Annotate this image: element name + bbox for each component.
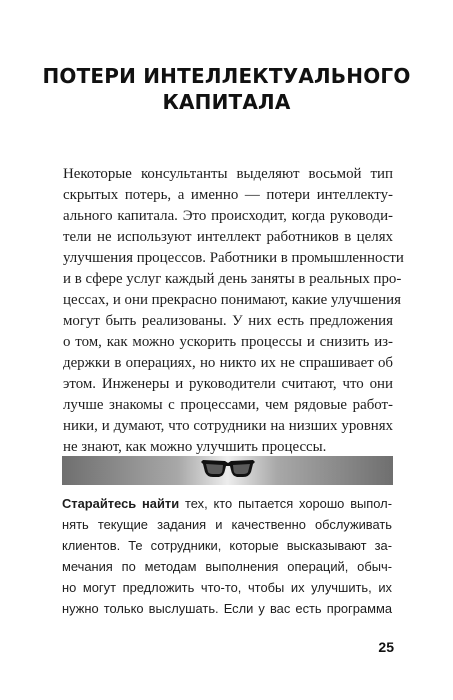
tip-line: мечания по методам выполнения операций, обыч- (62, 559, 392, 574)
tip-line: но могут предложить что-то, чтобы их улучшить, их (62, 580, 392, 595)
paragraph-line: могут быть реализованы. У них есть предложения (63, 313, 393, 329)
paragraph-line: этом. Инженеры и руководители считают, что они (63, 376, 393, 392)
title-line: ПОТЕРИ ИНТЕЛЛЕКТУАЛЬНОГО (42, 64, 411, 88)
paragraph-line: тели не используют интеллект работников в целях (63, 229, 393, 245)
paragraph-line: лучше знакомы с процессами, чем рядовые работ- (63, 397, 393, 413)
chapter-title (40, 63, 413, 115)
tip-paragraph (62, 493, 392, 619)
paragraph-line: не знают, как можно улучшить процессы. (63, 439, 327, 455)
tip-line: нять текущие задания и качественно обслуживать (62, 517, 392, 532)
paragraph-line: держки в операциях, но никто их не спрашивает об (63, 355, 393, 371)
tip-lead: Старайтесь найти (62, 496, 180, 511)
tip-banner (62, 456, 393, 485)
page-number: 25 (378, 639, 394, 655)
title-line: КАПИТАЛА (162, 90, 291, 114)
tip-line (62, 493, 392, 514)
body-paragraph (63, 164, 404, 458)
tip-first-line: тех, кто пытается хорошо выпол- (179, 496, 392, 511)
paragraph-line: о том, как можно ускорить процессы и снизить из- (63, 334, 393, 350)
tip-line: клиентов. Те сотрудники, которые высказывают за- (62, 538, 392, 553)
tip-line: нужно только выслушать. Если у вас есть программа (62, 601, 392, 616)
paragraph-line: Некоторые консультанты выделяют восьмой тип (63, 166, 393, 182)
paragraph-line: ального капитала. Это происходит, когда руководи- (63, 208, 393, 224)
glasses-icon (200, 457, 256, 483)
paragraph-line: скрытых потерь, а именно — потери интеллекту- (63, 187, 393, 203)
paragraph-line: улучшения процессов. Работники в промышленности (63, 250, 404, 266)
paragraph-line: ники, и думают, что сотрудники на низших уровнях (63, 418, 393, 434)
paragraph-line: цессах, и они прекрасно понимают, какие улучшения (63, 292, 401, 308)
paragraph-line: и в сфере услуг каждый день заняты в реальных про- (63, 271, 402, 287)
